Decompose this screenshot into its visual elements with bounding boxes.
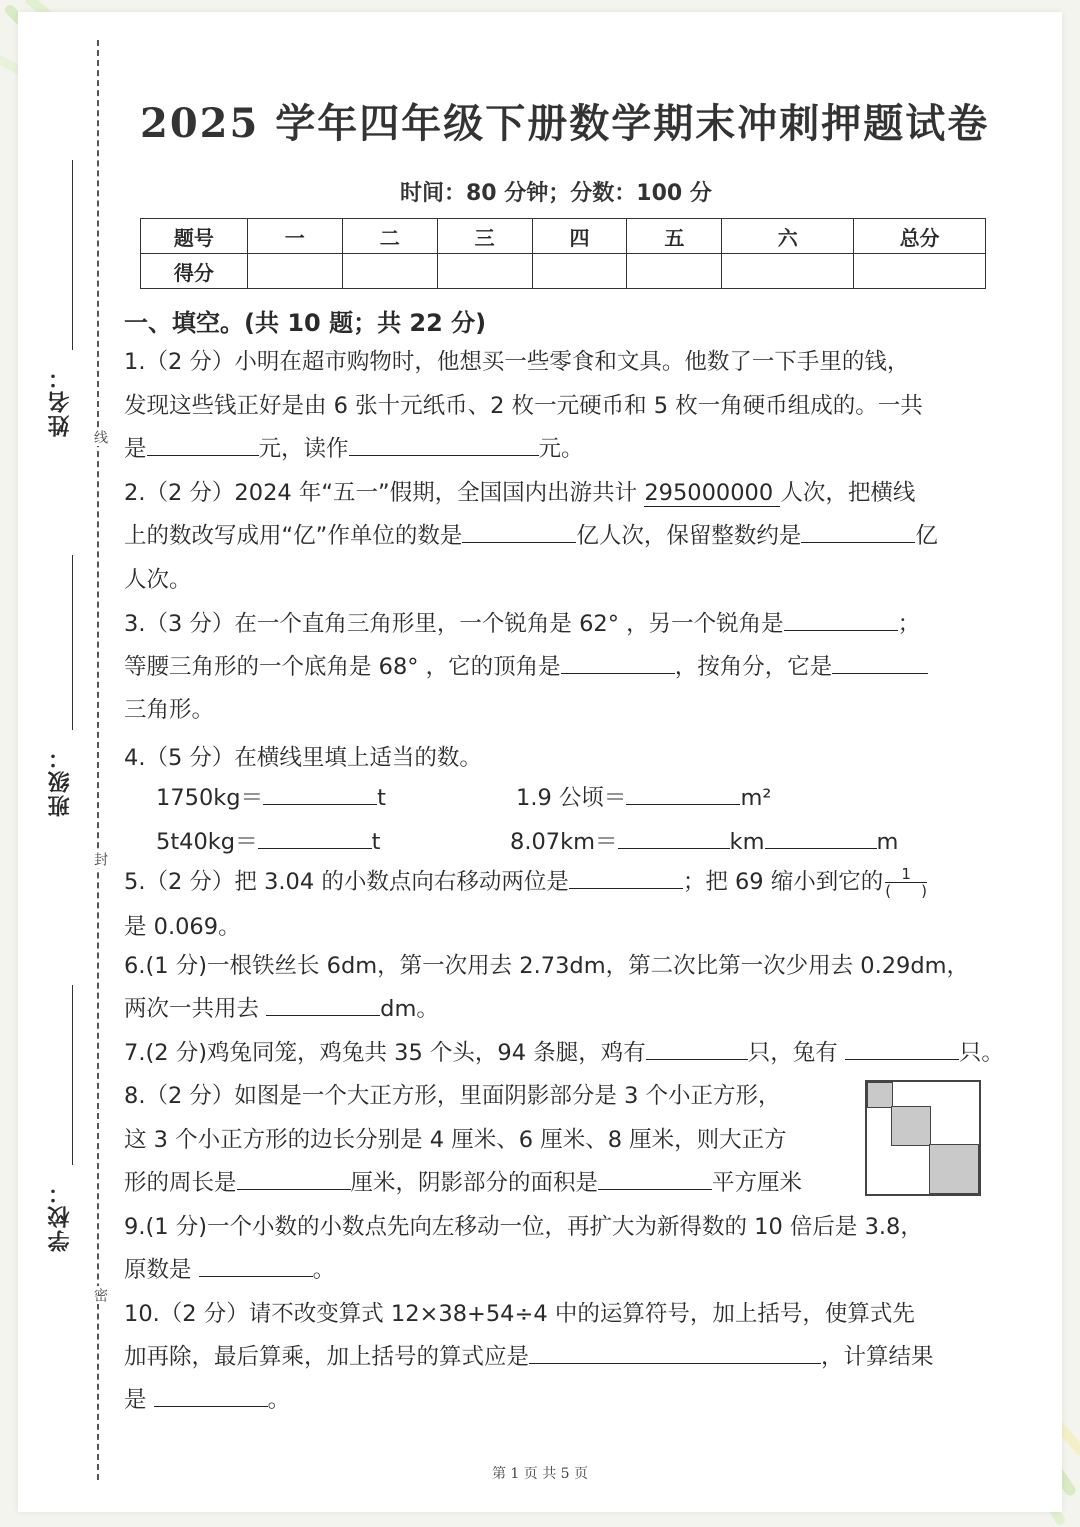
q4-d-unit1: km: [729, 829, 765, 855]
exam-subtitle: 时间：80 分钟；分数：100 分: [400, 181, 712, 206]
q2-text-f: 亿: [915, 523, 938, 549]
q5-fraction-numerator: 1: [885, 866, 927, 883]
q10-text-a: 加再除，最后算乘，加上括号的算式应是: [124, 1344, 530, 1370]
score-table: [140, 218, 986, 289]
q3-answer-blank-3[interactable]: [832, 651, 928, 674]
q7-text-c: 只。: [958, 1040, 1004, 1066]
seal-mark-feng: 封: [92, 852, 108, 866]
score-header-cell: 一: [247, 219, 342, 254]
q8-square-figure: [865, 1080, 981, 1196]
q6-answer-blank[interactable]: [266, 993, 380, 1016]
class-label: 班级：: [48, 745, 73, 817]
class-write-line[interactable]: [72, 555, 73, 730]
q7-text-b: 只，兔有: [747, 1040, 845, 1066]
q7-text-a: 7.(2 分)鸡兔同笼，鸡兔共 35 个头，94 条腿，鸡有: [124, 1040, 646, 1066]
q10-text-c: 是: [124, 1387, 154, 1413]
q3-line3: 三角形。: [124, 697, 215, 723]
score-row-label: 得分: [141, 254, 248, 289]
page-footer: 第 1 页 共 5 页: [491, 1466, 589, 1482]
q5-answer-blank-1[interactable]: [569, 866, 683, 889]
q4-c-unit: t: [371, 829, 381, 855]
q3-text-b: ；: [897, 611, 921, 637]
q10-answer-blank-1[interactable]: [529, 1341, 821, 1364]
q4-answer-blank-5[interactable]: [765, 826, 877, 849]
binding-dashed-line: [97, 40, 99, 1480]
q8-answer-blank-1[interactable]: [237, 1167, 351, 1190]
q4-answer-blank-4[interactable]: [618, 826, 730, 849]
score-header-cell: 总分: [854, 219, 986, 254]
score-header-cell: 六: [722, 219, 854, 254]
name-label: 姓名：: [48, 365, 73, 437]
q9-text-b: 。: [312, 1257, 336, 1283]
q1-answer-blank-2[interactable]: [349, 433, 539, 456]
q4-b-unit: m²: [740, 785, 772, 811]
q2-text-c: 人次，把横线: [780, 480, 916, 506]
q10-text-d: 。: [267, 1387, 291, 1413]
q4-item-c: [156, 824, 380, 856]
q2-line3: 人次。: [124, 567, 192, 593]
score-input-cell[interactable]: [247, 254, 342, 289]
q2-text-d: 上的数改写成用“亿”作单位的数是: [124, 523, 463, 549]
name-write-line[interactable]: [72, 160, 73, 350]
q9-line1: 9.(1 分)一个小数的小数点先向左移动一位，再扩大为新得数的 10 倍后是 3.8，: [124, 1214, 923, 1240]
score-header-cell: 二: [342, 219, 437, 254]
q8-line2: 这 3 个小正方形的边长分别是 4 厘米、6 厘米、8 厘米，则大正方: [124, 1127, 787, 1153]
q5-text-a: 5.（2 分）把 3.04 的小数点向右移动两位是: [124, 869, 569, 895]
q5-fraction: [885, 866, 927, 899]
small-square-6cm: [891, 1106, 931, 1146]
q8-answer-blank-2[interactable]: [598, 1167, 712, 1190]
q10-line1: 10.（2 分）请不改变算式 12×38+54÷4 中的运算符号，加上括号，使算式先: [124, 1301, 915, 1327]
q4-item-a: [156, 780, 386, 812]
q4-item-b: [516, 780, 771, 812]
score-input-cell[interactable]: [342, 254, 437, 289]
q2-line2: [124, 518, 938, 550]
q2-answer-blank-2[interactable]: [801, 520, 915, 543]
q3-line2: [124, 649, 928, 681]
q3-text-c: 等腰三角形的一个底角是 68° ，它的顶角是: [124, 654, 561, 680]
q3-text-d: ，按角分，它是: [674, 654, 833, 680]
q2-underlined-number: 295000000: [644, 480, 781, 506]
q2-text-e: 亿人次，保留整数约是: [576, 523, 802, 549]
q4-a-unit: t: [377, 785, 386, 811]
q8-line1: 8.（2 分）如图是一个大正方形，里面阴影部分是 3 个小正方形，: [124, 1083, 781, 1109]
score-input-cell[interactable]: [854, 254, 986, 289]
q3-line1: [124, 606, 920, 638]
q8-text-b: 厘米，阴影部分的面积是: [350, 1170, 599, 1196]
score-table-score-row: [141, 254, 986, 289]
score-header-cell: 题号: [141, 219, 248, 254]
q5-text-b: ；把 69 缩小到它的: [682, 869, 884, 895]
q6-line2: [124, 991, 439, 1023]
q2-answer-blank-1[interactable]: [462, 520, 576, 543]
seal-mark-mi: 密: [92, 1288, 108, 1302]
q5-line2: 是 0.069。: [124, 914, 241, 940]
q9-answer-blank[interactable]: [199, 1254, 313, 1277]
school-write-line[interactable]: [72, 985, 73, 1165]
q2-line1: [124, 475, 915, 507]
q4-answer-blank-3[interactable]: [258, 826, 372, 849]
q4-c-text: 5t40kg＝: [156, 829, 258, 855]
q5-fraction-denominator-blank[interactable]: ( ): [885, 882, 927, 900]
score-input-cell[interactable]: [627, 254, 722, 289]
q4-a-text: 1750kg＝: [156, 785, 264, 811]
q8-line3: [124, 1165, 802, 1197]
q7-answer-blank-2[interactable]: [845, 1037, 959, 1060]
q4-line1: 4.（5 分）在横线里填上适当的数。: [124, 745, 482, 771]
q3-text-a: 3.（3 分）在一个直角三角形里，一个锐角是 62° ，另一个锐角是: [124, 611, 784, 637]
q2-text-a: 2.（2 分）2024 年“五一”假期，全国国内出游共计: [124, 480, 645, 506]
q9-text-a: 原数是: [124, 1257, 199, 1283]
q6-text-a: 两次一共用去: [124, 996, 267, 1022]
q4-answer-blank-2[interactable]: [626, 782, 740, 805]
q4-d-text: 8.07km＝: [510, 829, 618, 855]
q7-answer-blank-1[interactable]: [646, 1037, 748, 1060]
q3-answer-blank-2[interactable]: [561, 651, 675, 674]
q10-text-b: ，计算结果: [821, 1344, 934, 1370]
q1-answer-blank-1[interactable]: [147, 433, 259, 456]
q10-line3: [124, 1382, 290, 1414]
q1-line2: 发现这些钱正好是由 6 张十元纸币、2 枚一元硬币和 5 枚一角硬币组成的。一共: [124, 393, 923, 419]
q1-text-b: 元，读作: [258, 436, 349, 462]
small-square-4cm: [867, 1082, 893, 1108]
small-square-8cm: [929, 1144, 979, 1194]
q4-answer-blank-1[interactable]: [263, 782, 377, 805]
q4-b-text: 1.9 公顷＝: [516, 785, 627, 811]
q8-text-c: 平方厘米: [712, 1170, 803, 1196]
seal-mark-line: 线: [92, 430, 108, 444]
school-label: 学校：: [48, 1180, 73, 1252]
score-header-cell: 五: [627, 219, 722, 254]
score-input-cell[interactable]: [722, 254, 854, 289]
q4-item-d: [510, 824, 898, 856]
q7-line: [124, 1035, 1004, 1067]
score-header-cell: 四: [532, 219, 627, 254]
q4-d-unit2: m: [876, 829, 899, 855]
q6-line1: 6.(1 分)一根铁丝长 6dm，第一次用去 2.73dm，第二次比第一次少用去 0.29dm，: [124, 953, 970, 979]
q5-line1: [124, 864, 927, 899]
q1-text-c: 元。: [538, 436, 584, 462]
q1-line3: [124, 431, 584, 463]
score-header-cell: 三: [437, 219, 532, 254]
score-input-cell[interactable]: [437, 254, 532, 289]
q8-text-a: 形的周长是: [124, 1170, 237, 1196]
q3-answer-blank-1[interactable]: [784, 608, 898, 631]
q10-answer-blank-2[interactable]: [154, 1384, 268, 1407]
exam-title: 2025 学年四年级下册数学期末冲刺押题试卷: [140, 100, 990, 147]
score-table-header-row: [141, 219, 986, 254]
q1-line1: 1.（2 分）小明在超市购物时，他想买一些零食和文具。他数了一下手里的钱，: [124, 349, 910, 375]
score-input-cell[interactable]: [532, 254, 627, 289]
section-heading: 一、填空。(共 10 题；共 22 分): [124, 309, 487, 337]
q9-line2: [124, 1252, 335, 1284]
q6-text-b: dm。: [380, 996, 439, 1022]
q10-line2: [124, 1339, 934, 1371]
q1-text-a: 是: [124, 436, 147, 462]
